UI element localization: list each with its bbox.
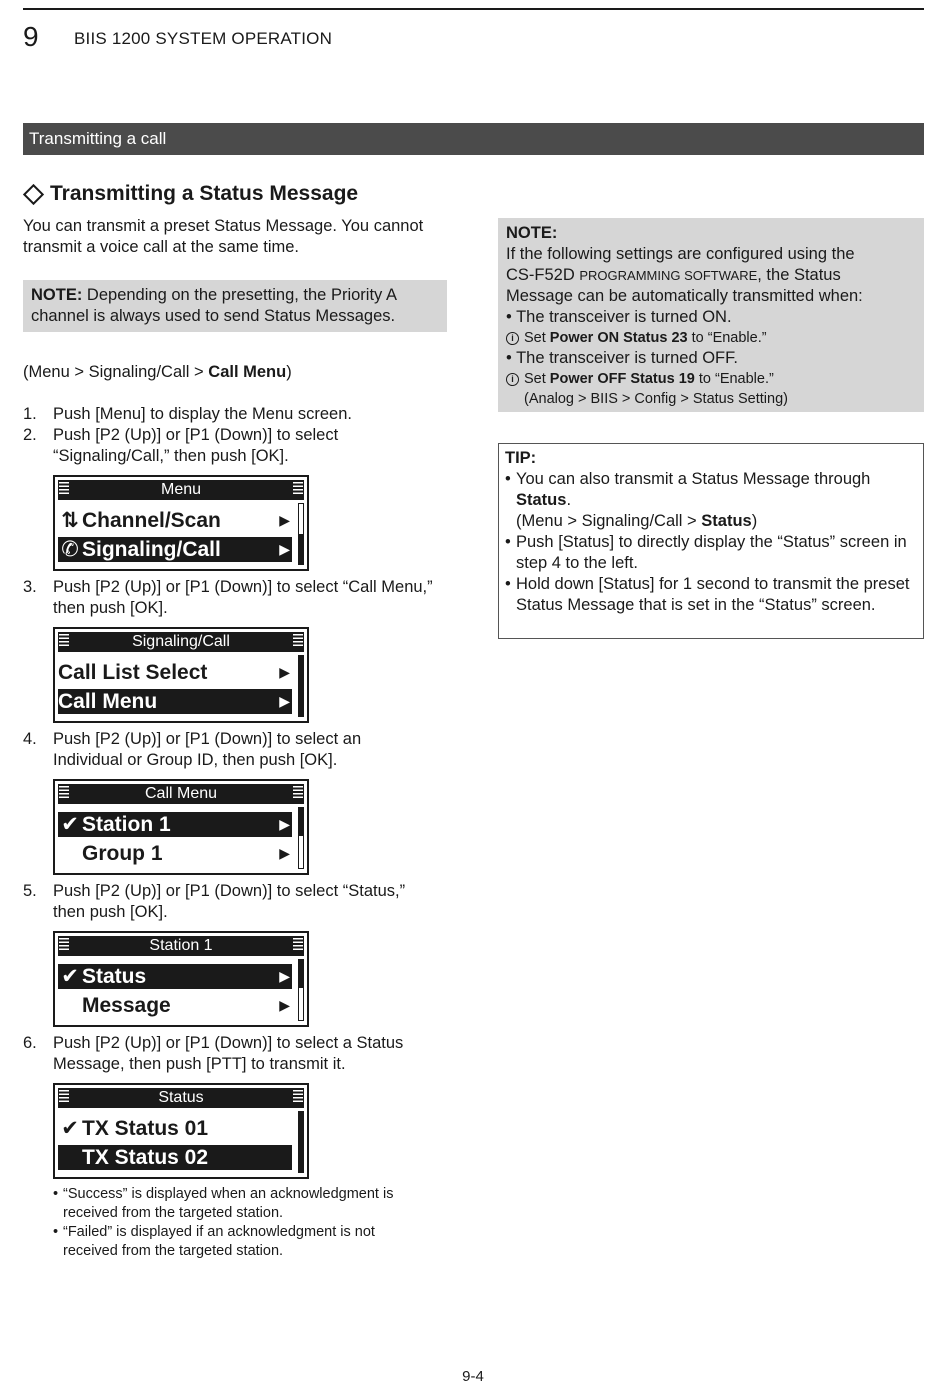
info-icon: i [506,332,519,345]
info-bold: Power OFF Status 19 [549,371,695,387]
screen-row [58,508,292,533]
note-bullet-off: • The transceiver is turned OFF. [506,349,738,367]
chapter-number: 9 [23,21,39,52]
row-label: Signaling/Call [82,538,221,561]
tip-path-end: ) [751,512,758,530]
heading-text: Transmitting a Status Message [50,182,359,205]
note-text: Depending on the presetting, the Priority A channel is always used to send Status Messages. [31,286,397,325]
menu-path-bold: Call Menu [208,363,287,381]
row-label: Channel/Scan [82,509,221,532]
tip-label: TIP: [505,449,537,467]
screen-title: Menu [58,480,304,500]
diamond-icon [23,183,44,204]
checkmark-icon: ✔ [61,1117,79,1140]
screen-title: Call Menu [58,784,304,804]
row-label: Station 1 [82,813,171,836]
step-number: 4. [23,730,37,748]
note-path: (Analog > BIIS > Config > Status Setting) [524,391,788,407]
bullet-failed: • “Failed” is displayed if an acknowledgment is not received from the targeted station. [53,1223,433,1261]
up-down-arrows-icon: ⇅ [61,509,79,532]
info-post: to “Enable.” [687,330,767,346]
note-label: NOTE: [31,286,83,304]
section-title: Transmitting a call [29,129,167,148]
tip-path-pre: (Menu > Signaling/Call > [516,512,702,530]
top-rule [23,8,924,10]
info-icon: i [506,373,519,386]
page-number: 9-4 [462,1368,484,1385]
step-6 [23,1033,433,1075]
right-triangle-icon: ▶ [279,845,290,861]
step-number: 3. [23,578,37,596]
step-1 [23,404,433,425]
tip-bullet-1 [505,469,923,532]
scrollbar [298,655,304,717]
device-screen-signaling-call [53,627,309,723]
screen-row-selected [58,964,292,989]
menu-icon [293,786,303,798]
checkmark-icon: ✔ [61,965,79,988]
menu-icon [293,634,303,646]
bullet-success: • “Success” is displayed when an acknowledgment is received from the targeted station. [53,1185,433,1223]
tip-text: You can also transmit a Status Message through [516,470,871,488]
menu-icon [293,482,303,494]
note-info-off [506,369,924,389]
right-triangle-icon: ▶ [279,968,290,984]
device-screen-call-menu [53,779,309,875]
info-pre: Set [524,371,550,387]
menu-icon [293,1090,303,1102]
menu-icon [59,938,69,950]
screen-row-selected [58,812,292,837]
step-2 [23,425,433,467]
screen-row [58,841,292,866]
note-line: Message can be automatically transmitted when: [506,287,863,305]
info-bold: Power ON Status 23 [549,330,688,346]
screen-row [58,1116,292,1141]
step-text: Push [Menu] to display the Menu screen. [53,405,352,423]
screen-title: Status [58,1088,304,1108]
note-info-on [506,328,924,348]
menu-icon [59,634,69,646]
scrollbar [298,503,304,565]
right-triangle-icon: ▶ [279,816,290,832]
phone-icon: ✆ [61,538,79,561]
note-bullet-on: • The transceiver is turned ON. [506,308,732,326]
right-triangle-icon: ▶ [279,997,290,1013]
section-bar [23,123,924,155]
menu-icon [59,786,69,798]
step-text: Push [P2 (Up)] or [P1 (Down)] to select an Individual or Group ID, then push [OK]. [53,730,362,769]
menu-icon [59,482,69,494]
note-label: NOTE: [506,224,558,242]
menu-icon [59,1090,69,1102]
step-number: 6. [23,1034,37,1052]
info-post: to “Enable.” [694,371,774,387]
screen-row-selected [58,689,292,714]
screen-title: Station 1 [58,936,304,956]
screen-row-selected [58,1145,292,1170]
step-3 [23,577,433,619]
menu-path [23,362,292,383]
tip-path-bold: Status [701,512,752,530]
software-smallcaps: PROGRAMMING SOFTWARE [579,268,758,283]
menu-icon [293,938,303,950]
intro-paragraph: You can transmit a preset Status Message. You cannot transmit a voice call at the same time. [23,217,424,256]
screen-row [58,993,292,1018]
row-label: Message [82,994,171,1017]
note-box-left [23,280,447,332]
tip-bold: Status [516,491,567,509]
note-line [506,265,924,286]
note-box-right [498,218,924,412]
step-number: 5. [23,882,37,900]
result-bullets [53,1185,433,1261]
tip-box [498,443,924,639]
scrollbar [298,959,304,1021]
menu-path-prefix: (Menu > Signaling/Call > [23,363,209,381]
tip-text-end: . [566,491,572,509]
step-text: Push [P2 (Up)] or [P1 (Down)] to select a Status Message, then push [PTT] to transmit it. [53,1034,404,1073]
software-name: CS-F52D [506,266,580,284]
step-text: Push [P2 (Up)] or [P1 (Down)] to select “Status,” then push [OK]. [53,882,406,921]
device-screen-status [53,1083,309,1179]
note-line: If the following settings are configured using the [506,245,855,263]
step-5 [23,881,433,923]
chapter-title: BIIS 1200 SYSTEM OPERATION [74,29,333,48]
menu-path-suffix: ) [286,363,292,381]
device-screen-station-1 [53,931,309,1027]
row-label: Call Menu [58,690,158,713]
step-number: 2. [23,426,37,444]
checkmark-icon: ✔ [61,813,79,836]
row-label: TX Status 02 [82,1146,209,1169]
scrollbar [298,1111,304,1173]
right-triangle-icon: ▶ [279,693,290,709]
step-number: 1. [23,405,37,423]
tip-bullet-3: • Hold down [Status] for 1 second to transmit the preset Status Message that is set in the “Status” screen. [505,574,923,616]
device-screen-menu [53,475,309,571]
right-triangle-icon: ▶ [279,541,290,557]
step-text: Push [P2 (Up)] or [P1 (Down)] to select “Call Menu,” then push [OK]. [53,578,433,617]
step-text: Push [P2 (Up)] or [P1 (Down)] to select “Signaling/Call,” then push [OK]. [53,426,339,465]
screen-title: Signaling/Call [58,632,304,652]
screen-row-selected [58,537,292,562]
row-label: Call List Select [58,661,208,684]
page-heading [23,180,358,208]
screen-row [58,660,292,685]
scrollbar [298,807,304,869]
note-line-end: , the Status [757,266,841,284]
right-triangle-icon: ▶ [279,512,290,528]
row-label: Status [82,965,147,988]
right-triangle-icon: ▶ [279,664,290,680]
step-4 [23,729,433,771]
row-label: Group 1 [82,842,163,865]
tip-bullet-2: • Push [Status] to directly display the “Status” screen in step 4 to the left. [505,532,923,574]
row-label: TX Status 01 [82,1117,209,1140]
info-pre: Set [524,330,550,346]
